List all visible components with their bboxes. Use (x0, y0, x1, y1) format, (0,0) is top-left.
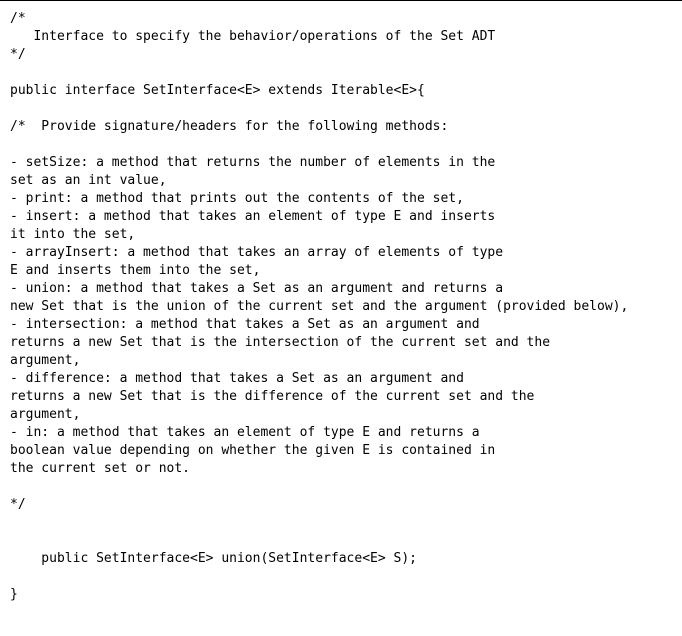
closing-brace: } (10, 587, 18, 602)
code-line: argument, (10, 353, 81, 368)
code-line: new Set that is the union of the current set and the argument (provided below), (10, 299, 629, 314)
code-line: it into the set, (10, 227, 136, 242)
code-line (10, 478, 675, 496)
code-line (10, 100, 675, 118)
code-line (10, 136, 675, 154)
union-method-signature: public SetInterface<E> union(SetInterface<E> S); (10, 551, 417, 566)
code-line: - in: a method that takes an element of type E and returns a (10, 425, 480, 440)
top-border (0, 0, 682, 1)
code-line: */ (10, 497, 26, 512)
code-line: returns a new Set that is the difference of the current set and the (10, 389, 535, 404)
code-line: - setSize: a method that returns the number of elements in the (10, 155, 496, 170)
code-line: returns a new Set that is the intersection of the current set and the (10, 335, 551, 350)
code-line: - insert: a method that takes an element of type E and inserts (10, 209, 496, 224)
code-line: - intersection: a method that takes a Set as an argument and (10, 317, 480, 332)
code-line (10, 64, 675, 82)
code-line: /* (10, 11, 26, 26)
code-line: set as an int value, (10, 173, 167, 188)
code-line (10, 568, 675, 586)
code-line: */ (10, 47, 26, 62)
code-line: /* Provide signature/headers for the following methods: (10, 119, 449, 134)
code-text-view (10, 10, 675, 604)
code-line: - union: a method that takes a Set as an argument and returns a (10, 281, 504, 296)
code-line: boolean value depending on whether the given E is contained in (10, 443, 496, 458)
code-line: - arrayInsert: a method that takes an array of elements of type (10, 245, 504, 260)
code-line (10, 514, 675, 532)
code-line: argument, (10, 407, 81, 422)
code-line: - difference: a method that takes a Set as an argument and (10, 371, 464, 386)
code-line: the current set or not. (10, 461, 191, 476)
code-line: - print: a method that prints out the contents of the set, (10, 191, 464, 206)
code-line (10, 532, 675, 550)
code-line: E and inserts them into the set, (10, 263, 261, 278)
interface-declaration: public interface SetInterface<E> extends Iterable<E>{ (10, 83, 425, 98)
code-line: Interface to specify the behavior/operations of the Set ADT (10, 29, 496, 44)
